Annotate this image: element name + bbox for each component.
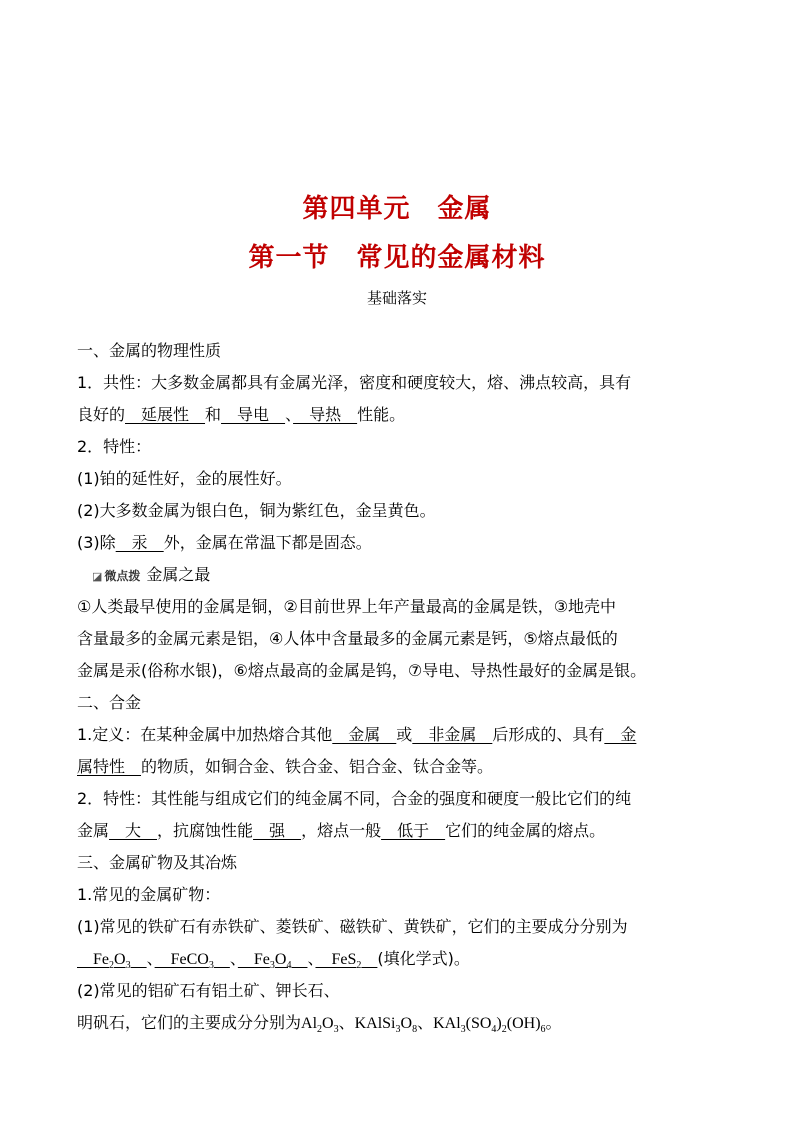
text-span: 明矾石，它们的主要成分分别为 [77, 1013, 302, 1032]
s1-item2: (2)大多数金属为银白色，铜为紫红色，金呈黄色。 [77, 501, 436, 520]
text-span: 、 [285, 405, 294, 424]
formula-blank: $Fe_3O_4$ [237, 951, 292, 972]
text-span: ，熔点一般 [301, 821, 382, 840]
section2-heading: 二、合金 [77, 693, 142, 712]
answer-blank: 金属 [332, 725, 397, 744]
answer-blank: 金 [604, 725, 637, 744]
s3-item1: 1.常见的金属矿物： [77, 885, 221, 904]
text-span: ，抗腐蚀性能 [157, 821, 254, 840]
answer-blank: 汞 [115, 533, 164, 552]
text-span: 。 [545, 1013, 562, 1032]
s2-definition-line2 [77, 756, 493, 778]
text-span: 后形成的、具有 [492, 725, 605, 744]
text-span: (填化学式)。 [377, 949, 470, 968]
s1-item1: (1)铂的延性好，金的展性好。 [77, 469, 292, 488]
formula-blank: $Fe_2O_3$ [77, 951, 131, 972]
section3-heading: 三、金属矿物及其冶炼 [77, 853, 238, 872]
answer-blank: 低于 [381, 821, 446, 840]
tip-line3: 金属是汞(俗称水银)，⑥熔点最高的金属是钨，⑦导电、导热性最好的金属是银。 [77, 661, 647, 680]
text-span: 或 [396, 725, 413, 744]
text-span: 和 [205, 405, 222, 424]
s1-paragraph2: 2．特性： [77, 437, 152, 456]
s2-property-line2 [77, 820, 605, 842]
formula: $KAlSi_3O_8$ [354, 1015, 418, 1036]
s1-paragraph1-line1: 1．共性：大多数金属都具有金属光泽，密度和硬度较大，熔、沸点较高，具有 [77, 373, 632, 392]
text-span: 、 [307, 949, 316, 968]
text-span: 外，金属在常温下都是固态。 [163, 533, 372, 552]
text-span: 它们的纯金属的熔点。 [445, 821, 606, 840]
answer-blank: 延展性 [125, 405, 206, 424]
answer-blank: 导热 [293, 405, 358, 424]
formula-blank: FeCO$_3$ [154, 951, 214, 972]
s2-property-line1: 2．特性：其性能与组成它们的纯金属不同，合金的强度和硬度一般比它们的纯 [77, 789, 632, 808]
text-span: 、 [417, 1013, 434, 1032]
formula: $Al_2O_3$ [301, 1015, 339, 1036]
section-title: 第一节 常见的金属材料 [248, 243, 546, 273]
s3-iron-formulas [77, 948, 470, 977]
text-span: 性能。 [357, 405, 406, 424]
section1-heading: 一、金属的物理性质 [77, 341, 222, 360]
s1-item3 [77, 532, 372, 554]
text-span: 1.定义：在某种金属中加热熔合其他 [77, 725, 333, 744]
tip-icon: ◪ [92, 570, 103, 583]
tip-title: 金属之最 [146, 565, 211, 584]
answer-blank: 属特性 [77, 757, 142, 776]
tip-label: 微点拨 [104, 569, 141, 583]
text-span: 、 [146, 949, 155, 968]
text-span: 的物质，如铜合金、铁合金、铝合金、钛合金等。 [141, 757, 494, 776]
tip-line1: ①人类最早使用的金属是铜，②目前世界上年产量最高的金属是铁，③地壳中 [77, 597, 617, 616]
s3-aluminum-formulas [77, 1012, 562, 1041]
s3-aluminum-ores: (2)常见的铝矿石有铝土矿、钾长石、 [77, 981, 340, 1000]
s3-iron-ores: (1)常见的铁矿石有赤铁矿、菱铁矿、磁铁矿、黄铁矿，它们的主要成分分别为 [77, 917, 628, 936]
s1-paragraph1-line2 [77, 404, 405, 426]
answer-blank: 导电 [221, 405, 286, 424]
answer-blank: 大 [109, 821, 158, 840]
tip-line2: 含量最多的金属元素是铝，④人体中含量最多的金属元素是钙，⑤熔点最低的 [77, 629, 618, 648]
subtitle: 基础落实 [366, 289, 427, 307]
formula: $KAl_3(SO_4)_2(OH)_6$ [433, 1015, 546, 1036]
text-span: 、 [338, 1013, 355, 1032]
text-span: 、 [229, 949, 238, 968]
text-span: 良好的 [77, 405, 126, 424]
tip-header [92, 564, 210, 588]
text-span: (3)除 [77, 533, 116, 552]
s2-definition-line1 [77, 724, 636, 746]
answer-blank: 非金属 [412, 725, 493, 744]
text-span: 金属 [77, 821, 110, 840]
answer-blank: 强 [253, 821, 302, 840]
formula-blank: FeS$_2$ [315, 951, 362, 972]
unit-title: 第四单元 金属 [302, 194, 492, 224]
